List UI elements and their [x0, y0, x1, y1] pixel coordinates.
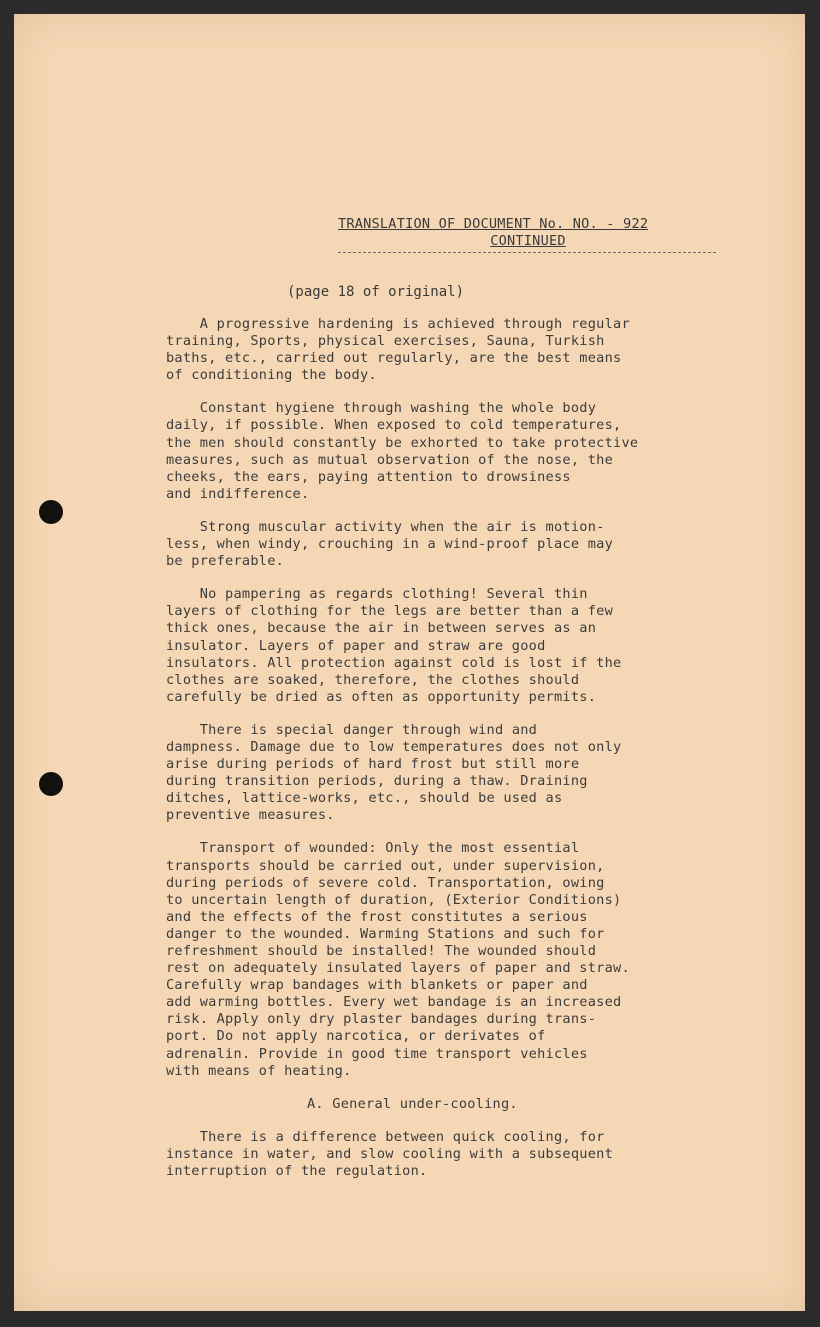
paragraph-hardening: A progressive hardening is achieved through regular training, Sports, physical exercises, Sauna, Turkish baths, etc., carried out regularly, are the best means of conditioning the body. — [166, 316, 630, 384]
document-subtitle: CONTINUED — [490, 233, 566, 249]
document-title: TRANSLATION OF DOCUMENT No. NO. - 922 — [338, 216, 649, 232]
section-heading: A. General under-cooling. — [307, 1095, 518, 1112]
paragraph-muscular-activity: Strong muscular activity when the air is motion- less, when windy, crouching in a wind-proof place may be preferable. — [166, 518, 614, 570]
punch-hole-bottom — [39, 772, 63, 796]
document-body — [166, 316, 746, 1196]
punch-hole-top — [39, 500, 63, 524]
page-reference: (page 18 of original) — [287, 284, 465, 300]
paragraph-wind-dampness: There is special danger through wind and dampness. Damage due to low temperatures does not only arise during periods of hard frost but still more during transition periods, during a thaw. Draining ditches, lattice-works, etc., should be used as preventive measures. — [166, 721, 622, 824]
header-rule — [338, 252, 716, 253]
document-header — [338, 216, 718, 253]
paragraph-hygiene: Constant hygiene through washing the whole body daily, if possible. When exposed to cold temperatures, the men should constantly be exhorted to take protective measures, such as mutual observation of the nose, the cheeks, the ears, paying attention to drowsiness and indifference. — [166, 400, 639, 502]
paragraph-cooling: There is a difference between quick cooling, for instance in water, and slow cooling with a subsequent interruption of the regulation. — [166, 1128, 614, 1180]
paragraph-transport-wounded: Transport of wounded: Only the most essential transports should be carried out, under supervision, during periods of severe cold. Transportation, owing to uncertain length of duration, (Exterior Conditions) and the effects of the frost constitutes a serious danger to the wounded. Warming Stations and such for refreshment should be installed! The wounded should rest on adequately insulated layers of paper and straw. Carefully wrap bandages with blankets or paper and add warming bottles. Every wet bandage is an increased risk. Apply only dry plaster bandages during trans- port. Do not apply narcotica, or derivates of adrenalin. Provide in good time transport vehicles with means of heating. — [166, 840, 630, 1079]
paragraph-clothing: No pampering as regards clothing! Several thin layers of clothing for the legs are better than a few thick ones, because the air in between serves as an insulator. Layers of paper and straw are good insulators. All protection against cold is lost if the clothes are soaked, therefore, the clothes should carefully be dried as often as opportunity permits. — [166, 586, 622, 705]
